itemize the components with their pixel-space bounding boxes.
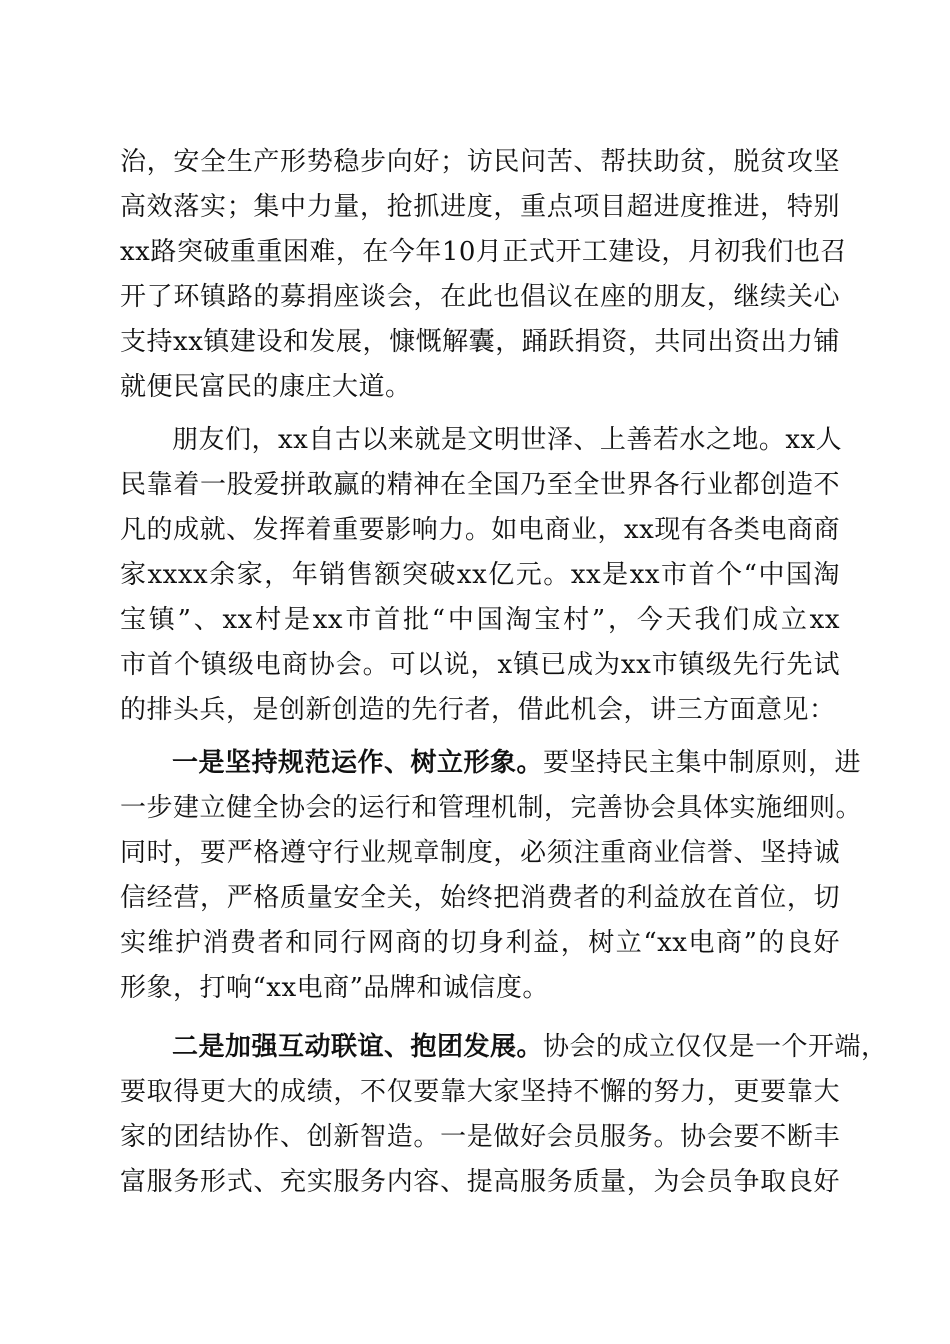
paragraph-line: 同时，要严格遵守行业规章制度，必须注重商业信誉、坚持诚	[120, 838, 840, 868]
paragraph-line: 一步建立健全协会的运行和管理机制，完善协会具体实施细则。	[120, 793, 863, 823]
paragraph-line: 开了环镇路的募捐座谈会，在此也倡议在座的朋友，继续关心	[120, 282, 840, 312]
paragraph-line: 市首个镇级电商协会。可以说，x镇已成为xx市镇级先行先试	[120, 650, 840, 680]
paragraph-line	[120, 741, 862, 786]
paragraph-line: 要取得更大的成绩，不仅要靠大家坚持不懈的努力，更要靠大	[120, 1077, 840, 1107]
paragraph-line: 家的团结协作、创新智造。一是做好会员服务。协会要不断丰	[120, 1122, 840, 1152]
paragraph-4	[120, 1025, 888, 1205]
paragraph-line	[120, 1025, 888, 1070]
section-heading: 二是加强互动联谊、抱团发展。	[172, 1032, 544, 1062]
paragraph-line: 治，安全生产形势稳步向好；访民问苦、帮扶助贫，脱贫攻坚	[120, 147, 840, 177]
paragraph-line: 凡的成就、发挥着重要影响力。如电商业，xx现有各类电商商	[120, 515, 840, 545]
paragraph-text: 协会的成立仅仅是一个开端，	[543, 1032, 888, 1062]
document-body	[120, 140, 888, 1205]
paragraph-text: 要坚持民主集中制原则，进	[543, 748, 862, 778]
section-heading: 一是坚持规范运作、树立形象。	[172, 748, 544, 778]
paragraph-line: 宝镇”、xx村是xx市首批“中国淘宝村”，今天我们成立xx	[120, 605, 840, 635]
paragraph-line: 家xxxx余家，年销售额突破xx亿元。xx是xx市首个“中国淘	[120, 560, 840, 590]
paragraph-line: xx路突破重重困难，在今年10月正式开工建设，月初我们也召	[120, 237, 847, 267]
paragraph-line: 富服务形式、充实服务内容、提高服务质量，为会员争取良好	[120, 1167, 840, 1197]
paragraph-line: 的排头兵，是创新创造的先行者，借此机会，讲三方面意见：	[120, 695, 836, 725]
paragraph-2	[120, 418, 843, 733]
paragraph-3	[120, 741, 863, 1011]
paragraph-line: 实维护消费者和同行网商的切身利益，树立“xx电商”的良好	[120, 928, 840, 958]
paragraph-line: 朋友们，xx自古以来就是文明世泽、上善若水之地。xx人	[172, 425, 843, 455]
paragraph-line: 高效落实；集中力量，抢抓进度，重点项目超进度推进，特别	[120, 192, 840, 222]
paragraph-line: 形象，打响“xx电商”品牌和诚信度。	[120, 973, 549, 1003]
paragraph-line: 支持xx镇建设和发展，慷慨解囊，踊跃捐资，共同出资出力铺	[120, 327, 840, 357]
paragraph-line: 信经营，严格质量安全关，始终把消费者的利益放在首位，切	[120, 883, 840, 913]
paragraph-1	[120, 140, 847, 410]
paragraph-line: 就便民富民的康庄大道。	[120, 372, 412, 402]
paragraph-line: 民靠着一股爱拼敢赢的精神在全国乃至全世界各行业都创造不	[120, 470, 840, 500]
